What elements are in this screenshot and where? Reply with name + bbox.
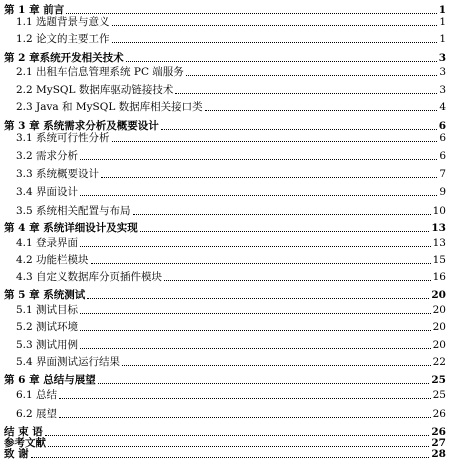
toc-entry-page-number: 16: [432, 271, 446, 283]
toc-entry-title: 2.3 Java 和 MySQL 数据库相关接口类: [16, 101, 203, 113]
toc-entry-page-number: 26: [431, 426, 446, 438]
toc-entry-page-number: 6: [438, 120, 446, 132]
toc-section-entry[interactable]: [0, 101, 450, 113]
toc-entry-title: 5.4 界面测试运行结果: [16, 356, 121, 368]
toc-entry-title: 1.2 论文的主要工作: [16, 33, 110, 45]
toc-entry-page-number: 6: [439, 132, 446, 144]
toc-entry-title: 5.2 测试环境: [16, 321, 79, 333]
toc-entry-title: 致 谢: [4, 448, 29, 460]
toc-entry-title: 第 3 章 系统需求分析及概要设计: [4, 120, 159, 132]
toc-entry-page-number: 25: [432, 389, 446, 401]
toc-entry-page-number: 3: [439, 84, 446, 96]
toc-leader-dots: [133, 213, 431, 215]
toc-leader-dots: [112, 140, 438, 142]
toc-section-entry[interactable]: [0, 408, 450, 420]
toc-entry-title: 1.1 选题背景与意义: [16, 16, 110, 28]
toc-leader-dots: [122, 364, 431, 366]
toc-section-entry[interactable]: [0, 356, 450, 368]
toc-leader-dots: [140, 230, 430, 232]
toc-leader-dots: [59, 397, 431, 399]
toc-entry-page-number: 20: [432, 321, 446, 333]
toc-chapter-entry[interactable]: [0, 4, 450, 16]
toc-leader-dots: [98, 382, 430, 384]
toc-entry-title: 2.2 MySQL 数据库驱动链接技术: [16, 84, 174, 96]
toc-leader-dots: [80, 347, 431, 349]
toc-section-entry[interactable]: [0, 150, 450, 162]
toc-entry-title: 参考文献: [4, 437, 46, 449]
toc-entry-page-number: 3: [439, 66, 446, 78]
toc-entry-page-number: 1: [439, 33, 446, 45]
toc-leader-dots: [112, 24, 438, 26]
toc-leader-dots: [161, 128, 437, 130]
toc-entry-page-number: 26: [432, 408, 446, 420]
toc-section-entry[interactable]: [0, 304, 450, 316]
toc-entry-title: 第 1 章 前言: [4, 4, 65, 16]
toc-entry-title: 6.2 展望: [16, 408, 58, 420]
toc-entry-page-number: 13: [432, 237, 446, 249]
toc-entry-page-number: 25: [431, 374, 446, 386]
toc-leader-dots: [80, 312, 431, 314]
toc-entry-title: 5.1 测试目标: [16, 304, 79, 316]
toc-chapter-entry[interactable]: [0, 374, 450, 386]
toc-leader-dots: [48, 445, 429, 447]
toc-entry-page-number: 13: [431, 222, 446, 234]
toc-entry-title: 结 束 语: [4, 426, 43, 438]
toc-entry-title: 第 5 章 系统测试: [4, 289, 86, 301]
toc-entry-page-number: 27: [431, 437, 446, 449]
toc-entry-page-number: 22: [432, 356, 446, 368]
toc-leader-dots: [175, 92, 437, 94]
toc-section-entry[interactable]: [0, 84, 450, 96]
toc-entry-page-number: 20: [432, 339, 446, 351]
toc-entry-title: 3.4 界面设计: [16, 186, 79, 198]
toc-entry-page-number: 6: [439, 150, 446, 162]
toc-chapter-entry[interactable]: [0, 120, 450, 132]
toc-section-entry[interactable]: [0, 168, 450, 180]
toc-entry-title: 4.3 自定义数据库分页插件模块: [16, 271, 163, 283]
toc-entry-page-number: 15: [432, 254, 446, 266]
toc-chapter-entry[interactable]: [0, 448, 450, 460]
toc-entry-page-number: 3: [438, 52, 446, 64]
toc-entry-title: 第 4 章 系统详细设计及实现: [4, 222, 138, 234]
toc-entry-title: 6.1 总结: [16, 389, 58, 401]
toc-leader-dots: [87, 297, 429, 299]
toc-leader-dots: [126, 60, 437, 62]
toc-leader-dots: [91, 262, 431, 264]
toc-entry-title: 2.1 出租车信息管理系统 PC 端服务: [16, 66, 184, 78]
toc-leader-dots: [186, 74, 438, 76]
toc-entry-page-number: 4: [439, 101, 446, 113]
toc-leader-dots: [80, 329, 431, 331]
toc-section-entry[interactable]: [0, 271, 450, 283]
toc-leader-dots: [80, 245, 431, 247]
toc-entry-title: 3.3 系统概要设计: [16, 168, 100, 180]
toc-entry-title: 4.1 登录界面: [16, 237, 79, 249]
toc-chapter-entry[interactable]: [0, 52, 450, 64]
toc-section-entry[interactable]: [0, 339, 450, 351]
toc-section-entry[interactable]: [0, 205, 450, 217]
toc-leader-dots: [80, 194, 437, 196]
toc-leader-dots: [101, 176, 437, 178]
toc-section-entry[interactable]: [0, 16, 450, 28]
toc-entry-page-number: 20: [431, 289, 446, 301]
toc-leader-dots: [164, 279, 431, 281]
toc-entry-page-number: 20: [432, 304, 446, 316]
toc-entry-title: 5.3 测试用例: [16, 339, 79, 351]
toc-chapter-entry[interactable]: [0, 289, 450, 301]
toc-entry-title: 第 6 章 总结与展望: [4, 374, 96, 386]
toc-entry-title: 3.5 系统相关配置与布局: [16, 205, 131, 217]
toc-entry-page-number: 28: [431, 448, 446, 460]
toc-section-entry[interactable]: [0, 389, 450, 401]
toc-entry-page-number: 7: [439, 168, 446, 180]
toc-leader-dots: [59, 416, 431, 418]
toc-entry-title: 3.2 需求分析: [16, 150, 79, 162]
toc-leader-dots: [66, 12, 436, 14]
toc-entry-title: 第 2 章系统开发相关技术: [4, 52, 124, 64]
toc-leader-dots: [205, 109, 438, 111]
toc-section-entry[interactable]: [0, 186, 450, 198]
toc-section-entry[interactable]: [0, 66, 450, 78]
toc-section-entry[interactable]: [0, 33, 450, 45]
toc-entry-page-number: 9: [439, 186, 446, 198]
toc-leader-dots: [31, 456, 430, 458]
toc-leader-dots: [112, 41, 438, 43]
toc-entry-page-number: 1: [438, 4, 446, 16]
toc-leader-dots: [80, 158, 437, 160]
toc-section-entry[interactable]: [0, 321, 450, 333]
toc-leader-dots: [45, 434, 430, 436]
toc-section-entry[interactable]: [0, 254, 450, 266]
toc-entry-page-number: 1: [439, 16, 446, 28]
toc-entry-title: 4.2 功能栏模块: [16, 254, 89, 266]
toc-section-entry[interactable]: [0, 132, 450, 144]
toc-entry-page-number: 10: [432, 205, 446, 217]
toc-entry-title: 3.1 系统可行性分析: [16, 132, 110, 144]
toc-chapter-entry[interactable]: [0, 222, 450, 234]
toc-section-entry[interactable]: [0, 237, 450, 249]
